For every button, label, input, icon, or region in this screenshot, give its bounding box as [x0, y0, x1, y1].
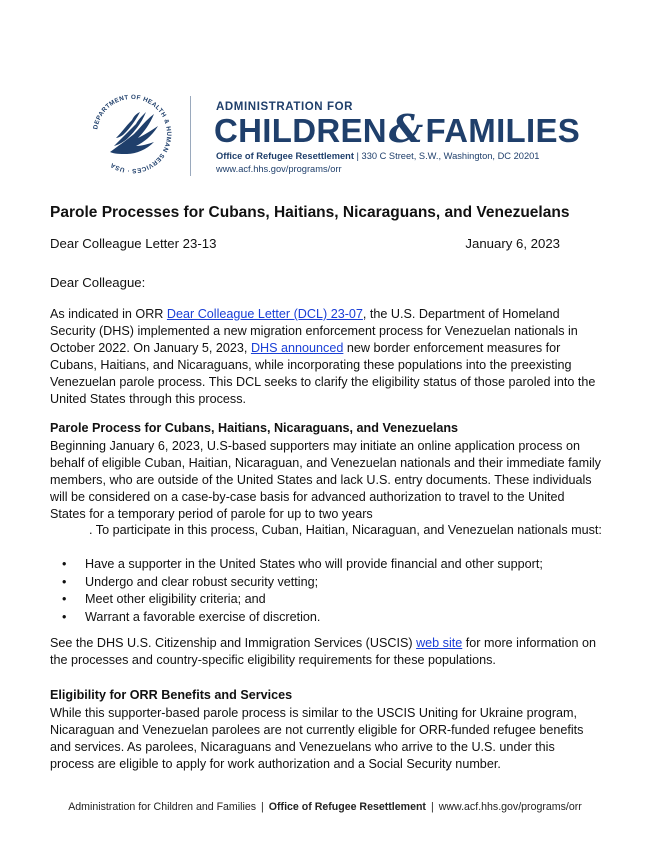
list-item-text: Warrant a favorable exercise of discretion. [85, 609, 321, 624]
letterhead-divider [190, 96, 191, 176]
bullet-icon: • [62, 557, 67, 571]
intro-text-2: , the U.S. Department of Homeland Security (DHS) implemented a new migration enforcement process for Venezuelan nationals in October 2022. On January 5, 2023, [50, 307, 578, 355]
dhs-announced-link[interactable]: DHS announced [250, 341, 344, 355]
agency-word-children: CHILDREN [214, 112, 387, 149]
bullet-icon: • [62, 592, 67, 606]
office-name: Office of Refugee Resettlement [216, 151, 354, 161]
intro-text-1: As indicated in ORR [50, 307, 167, 321]
list-item [62, 591, 543, 609]
salutation: Dear Colleague: [50, 275, 146, 290]
list-item-text: Have a supporter in the United States who will provide financial and other support; [85, 557, 543, 571]
eligibility-paragraph: While this supporter-based parole process is similar to the USCIS Uniting for Ukraine program, Nicaraguan and Venezuelan parolees are not currently eligible for ORR-funded refugee benefits and services. As parolees, Nicaraguans and Venezuelans who arrive to the U.S. under this process are eligible to apply for work authorization and a Social Security number. [50, 706, 584, 771]
letter-date: January 6, 2023 [465, 236, 560, 251]
section-heading-parole-process: Parole Process for Cubans, Haitians, Nicaraguans, and Venezuelans [50, 421, 459, 435]
footer-separator: | [261, 801, 264, 813]
footer-separator: | [430, 801, 434, 813]
uscis-text-1: See the DHS U.S. Citizenship and Immigration Services (USCIS) [50, 636, 417, 650]
uscis-text-2: for more information on the processes and country-specific eligibility requirements for these populations. [50, 636, 596, 667]
agency-word-families: FAMILIES [425, 112, 581, 149]
page-footer [0, 801, 650, 813]
parole-process-continuation: . To participate in this process, Cuban, Haitian, Nicaraguan, and Venezuelan nationals must: [89, 523, 602, 537]
bullet-icon: • [62, 574, 67, 589]
agency-line: ADMINISTRATION FOR [216, 101, 354, 113]
list-item [62, 574, 543, 592]
list-item-text: Meet other eligibility criteria; and [85, 592, 266, 606]
requirements-list [62, 556, 543, 626]
intro-text-3: new border enforcement measures for Cubans, Haitians, and Nicaraguans, while incorporating these populations into the preexisting Venezuelan parole process. This DCL seeks to clarify the eligibility status of those paroled into the United States through this process. [50, 341, 596, 406]
parole-process-paragraph: Beginning January 6, 2023, U.S-based supporters may initiate an online application process on behalf of eligible Cuban, Haitian, Nicaraguan, and Venezuelan nationals and their immediate family members, who are outside of the United States and lack U.S. entry documents. These individuals will be considered on a case-by-case basis for advanced authorization to travel to the United States for a temporary period of parole for up to two years [50, 439, 601, 521]
footer-website: www.acf.hhs.gov/programs/orr [438, 801, 582, 813]
letterhead-website: www.acf.hhs.gov/programs/orr [216, 164, 342, 174]
svg-text:DEPARTMENT OF HEALTH & HUMAN S [92, 94, 172, 174]
intro-paragraph [50, 306, 602, 408]
section-heading-eligibility: Eligibility for ORR Benefits and Services [50, 688, 293, 702]
agency-ampersand: & [388, 106, 424, 151]
footer-office: Office of Refugee Resettlement [268, 801, 426, 813]
list-item-text: Undergo and clear robust security vetting; [85, 574, 319, 589]
dcl-23-07-link[interactable]: Dear Colleague Letter (DCL) 23-07 [166, 307, 363, 321]
office-address-line [216, 151, 539, 161]
footer-agency: Administration for Children and Families [68, 801, 257, 813]
letter-number: Dear Colleague Letter 23-13 [50, 236, 217, 251]
office-address: | 330 C Street, S.W., Washington, DC 20201 [353, 151, 540, 161]
hhs-seal-logo [88, 90, 176, 178]
bullet-icon: • [62, 609, 67, 624]
document-title: Parole Processes for Cubans, Haitians, Nicaraguans, and Venezuelans [50, 204, 570, 221]
uscis-web-site-link[interactable]: web site [416, 636, 463, 650]
list-item [62, 609, 543, 627]
list-item [62, 556, 543, 574]
seal-ring-text: DEPARTMENT OF HEALTH & HUMAN SERVICES · USA [92, 93, 173, 175]
uscis-paragraph [50, 635, 602, 669]
